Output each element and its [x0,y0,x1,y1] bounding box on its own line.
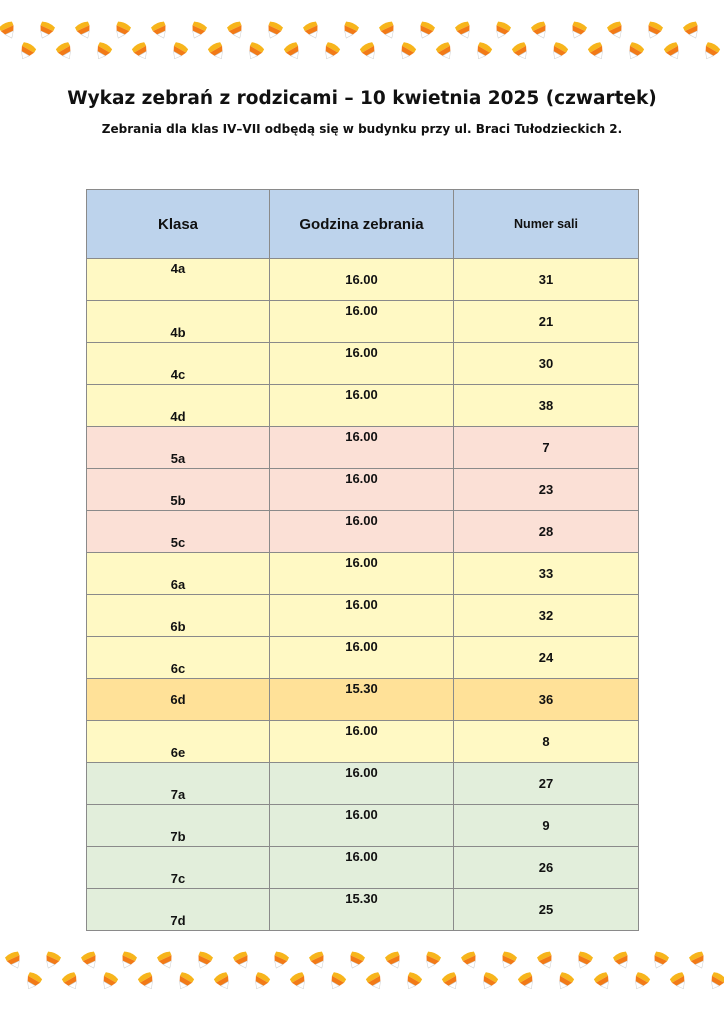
candy-corn-icon [174,971,194,992]
time-cell [270,553,454,595]
candy-corn-icon [213,971,233,992]
candy-corn-icon [270,950,290,971]
table-row [87,343,639,385]
candy-corn-icon [188,20,208,41]
candy-corn-icon [264,20,284,41]
room-cell [454,721,639,763]
candy-corn-border-top [0,18,724,64]
candy-corn-icon [612,950,632,971]
candy-corn-icon [706,971,724,992]
candy-corn-icon [232,950,252,971]
class-cell [87,679,270,721]
class-cell [87,427,270,469]
candy-corn-icon [0,20,18,41]
candy-corn-icon [630,971,650,992]
class-cell-text: 6b [170,619,186,634]
room-cell [454,679,639,721]
candy-corn-icon [98,971,118,992]
time-cell-text: 15.30 [345,681,378,696]
candy-corn-icon [168,41,188,62]
time-cell-text: 16.00 [345,765,378,780]
candy-corn-icon [308,950,328,971]
candy-corn-icon [460,950,480,971]
room-cell [454,259,639,301]
table-row [87,805,639,847]
time-cell-text: 16.00 [345,303,378,318]
candy-corn-icon [422,950,442,971]
room-cell-text: 25 [538,902,554,917]
class-cell-text: 4d [170,409,186,424]
time-cell-text: 16.00 [345,387,378,402]
table-row [87,259,639,301]
meeting-schedule-table [86,189,639,931]
candy-corn-icon [289,971,309,992]
candy-corn-icon [118,950,138,971]
candy-corn-border-bottom [0,948,724,994]
candy-corn-icon [688,950,708,971]
header-room: Numer sali [454,190,639,259]
candy-corn-icon [498,950,518,971]
table-row [87,427,639,469]
table-row [87,469,639,511]
class-cell-text: 7b [170,829,186,844]
room-cell [454,511,639,553]
candy-corn-icon [22,971,42,992]
room-cell [454,889,639,931]
room-cell-text: 9 [542,818,550,833]
time-cell-text: 16.00 [345,345,378,360]
class-cell [87,343,270,385]
room-cell [454,805,639,847]
candy-corn-icon [137,971,157,992]
table-row [87,847,639,889]
candy-corn-icon [340,20,360,41]
room-cell-text: 28 [538,524,554,539]
candy-corn-icon [536,950,556,971]
candy-corn-icon [244,41,264,62]
time-cell [270,679,454,721]
candy-corn-icon [131,41,151,62]
time-cell-text: 16.00 [345,639,378,654]
candy-corn-icon [55,41,75,62]
candy-corn-icon [454,20,474,41]
time-cell-text: 16.00 [345,513,378,528]
room-cell-text: 7 [542,440,550,455]
time-cell-text: 16.00 [345,272,378,287]
candy-corn-icon [568,20,588,41]
room-cell [454,595,639,637]
room-cell [454,553,639,595]
room-cell [454,763,639,805]
room-cell-text: 33 [538,566,554,581]
class-cell [87,469,270,511]
candy-corn-icon [530,20,550,41]
room-cell-text: 26 [538,860,554,875]
class-cell-text: 6e [170,745,186,760]
time-cell [270,889,454,931]
class-cell-text: 6d [170,692,186,707]
class-cell-text: 6c [170,661,186,676]
candy-corn-icon [700,41,720,62]
class-cell [87,259,270,301]
candy-corn-icon [548,41,568,62]
class-cell [87,301,270,343]
candy-corn-icon [650,950,670,971]
candy-corn-icon [365,971,385,992]
candy-corn-icon [396,41,416,62]
candy-corn-icon [42,950,62,971]
room-cell [454,469,639,511]
candy-corn-icon [80,950,100,971]
candy-corn-icon [36,20,56,41]
time-cell [270,763,454,805]
room-cell-text: 32 [538,608,554,623]
table-body [87,259,639,931]
room-cell-text: 27 [538,776,554,791]
candy-corn-icon [359,41,379,62]
candy-corn-icon [663,41,683,62]
page-title: Wykaz zebrań z rodzicami – 10 kwietnia 2025 (czwartek) [67,88,657,109]
table-row [87,301,639,343]
time-cell [270,511,454,553]
room-cell-text: 38 [538,398,554,413]
time-cell-text: 16.00 [345,555,378,570]
candy-corn-icon [624,41,644,62]
time-cell-text: 16.00 [345,597,378,612]
time-cell-text: 16.00 [345,849,378,864]
time-cell-text: 16.00 [345,807,378,822]
table-row [87,721,639,763]
class-cell [87,595,270,637]
table-row [87,889,639,931]
candy-corn-icon [4,950,24,971]
time-cell [270,637,454,679]
room-cell-text: 36 [538,692,554,707]
candy-corn-icon [416,20,436,41]
room-cell [454,385,639,427]
class-cell-text: 7a [170,787,186,802]
candy-corn-icon [593,971,613,992]
room-cell [454,637,639,679]
candy-corn-icon [554,971,574,992]
table-row [87,637,639,679]
table-row [87,511,639,553]
time-cell [270,469,454,511]
class-cell-text: 5b [170,493,186,508]
candy-corn-icon [441,971,461,992]
class-cell [87,763,270,805]
time-cell-text: 15.30 [345,891,378,906]
candy-corn-icon [492,20,512,41]
candy-corn-icon [478,971,498,992]
class-cell [87,721,270,763]
time-cell [270,595,454,637]
candy-corn-icon [92,41,112,62]
class-cell [87,385,270,427]
candy-corn-icon [112,20,132,41]
table-row [87,595,639,637]
time-cell-text: 16.00 [345,429,378,444]
room-cell-text: 8 [542,734,550,749]
candy-corn-icon [384,950,404,971]
header-time: Godzina zebrania [270,190,454,259]
time-cell [270,427,454,469]
class-cell-text: 4a [170,261,186,276]
candy-corn-icon [378,20,398,41]
table-header-row [87,190,639,259]
candy-corn-icon [644,20,664,41]
room-cell-text: 30 [538,356,554,371]
table-row [87,763,639,805]
room-cell-text: 23 [538,482,554,497]
candy-corn-icon [150,20,170,41]
room-cell [454,427,639,469]
candy-corn-icon [207,41,227,62]
candy-corn-icon [682,20,702,41]
time-cell [270,301,454,343]
candy-corn-icon [346,950,366,971]
room-cell-text: 24 [538,650,554,665]
candy-corn-icon [326,971,346,992]
class-cell [87,847,270,889]
candy-corn-icon [511,41,531,62]
class-cell-text: 7c [170,871,186,886]
candy-corn-icon [606,20,626,41]
class-cell-text: 6a [170,577,186,592]
candy-corn-icon [435,41,455,62]
candy-corn-icon [74,20,94,41]
table-row [87,679,639,721]
candy-corn-icon [156,950,176,971]
table-row [87,385,639,427]
candy-corn-icon [194,950,214,971]
candy-corn-icon [250,971,270,992]
class-cell-text: 5c [170,535,186,550]
time-cell [270,721,454,763]
class-cell [87,511,270,553]
time-cell [270,343,454,385]
class-cell-text: 7d [170,913,186,928]
class-cell [87,553,270,595]
candy-corn-icon [283,41,303,62]
room-cell [454,847,639,889]
time-cell-text: 16.00 [345,723,378,738]
candy-corn-icon [61,971,81,992]
class-cell-text: 4b [170,325,186,340]
class-cell [87,637,270,679]
class-cell-text: 4c [170,367,186,382]
class-cell [87,805,270,847]
candy-corn-icon [587,41,607,62]
class-cell-text: 5a [170,451,186,466]
candy-corn-icon [517,971,537,992]
room-cell [454,343,639,385]
candy-corn-icon [16,41,36,62]
page-subtitle: Zebrania dla klas IV–VII odbędą się w budynku przy ul. Braci Tułodzieckich 2. [101,122,623,136]
time-cell [270,259,454,301]
time-cell [270,847,454,889]
table-row [87,553,639,595]
candy-corn-icon [472,41,492,62]
candy-corn-icon [302,20,322,41]
candy-corn-icon [669,971,689,992]
time-cell-text: 16.00 [345,471,378,486]
candy-corn-icon [226,20,246,41]
room-cell-text: 21 [538,314,554,329]
candy-corn-icon [402,971,422,992]
time-cell [270,385,454,427]
class-cell [87,889,270,931]
room-cell [454,301,639,343]
candy-corn-icon [320,41,340,62]
time-cell [270,805,454,847]
candy-corn-icon [574,950,594,971]
header-class: Klasa [87,190,270,259]
room-cell-text: 31 [538,272,554,287]
